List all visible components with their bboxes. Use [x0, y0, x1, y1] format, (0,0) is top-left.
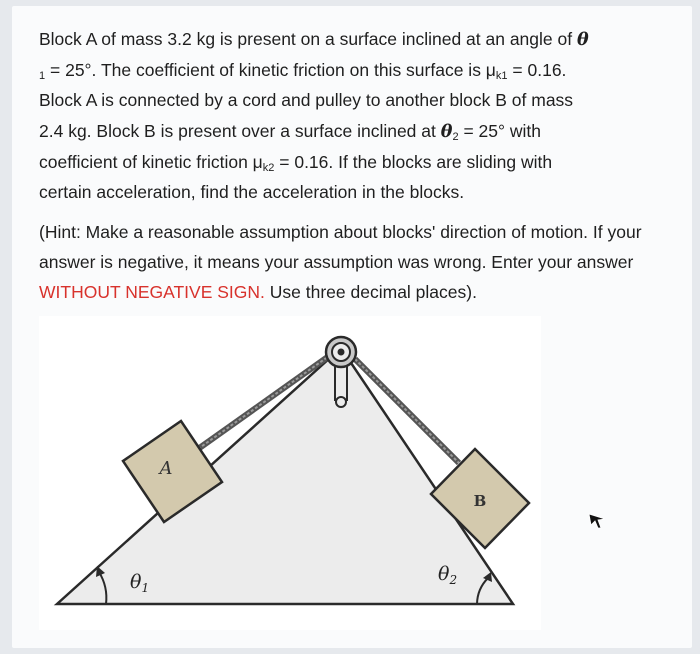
problem-line-2: $_1$ = 25°. The coefficient of kinetic friction on this surface is $\mu_{k1} = 0.16$. [39, 60, 567, 83]
cursor-arrow-icon [585, 508, 607, 530]
block-b-label: B [473, 492, 487, 510]
hint-warning: WITHOUT NEGATIVE SIGN. [39, 282, 265, 303]
problem-line-4: 2.4 kg. Block B is present over a surface inclined at $\theta_2 = 25^\circ$ with [39, 120, 541, 143]
incline-diagram-svg [39, 316, 541, 630]
hint-text: (Hint: Make a reasonable assumption about blocks' direction of motion. If your answer is negative, it means your assumption was wrong. Enter your answer WITHOUT NEGATIVE SIGN. Use three decimal places). [39, 222, 642, 303]
problem-line-6: certain acceleration, find the acceleration in the blocks. [39, 182, 465, 203]
problem-line-1: Block A of mass 3.2 kg is present on a surface inclined at an angle of θ [39, 29, 589, 50]
block-a-label: A [159, 458, 173, 479]
incline-diagram [39, 316, 541, 630]
theta2-label: $\theta_2$ [438, 563, 458, 587]
problem-statement [39, 24, 651, 207]
problem-line-5: coefficient of kinetic friction $\mu_{k2} = 0.16$. If the blocks are sliding with [39, 151, 553, 174]
theta1-label: $\theta_1$ [130, 571, 150, 595]
problem-line-3: Block A is connected by a cord and pulley to another block B of mass [39, 90, 574, 111]
